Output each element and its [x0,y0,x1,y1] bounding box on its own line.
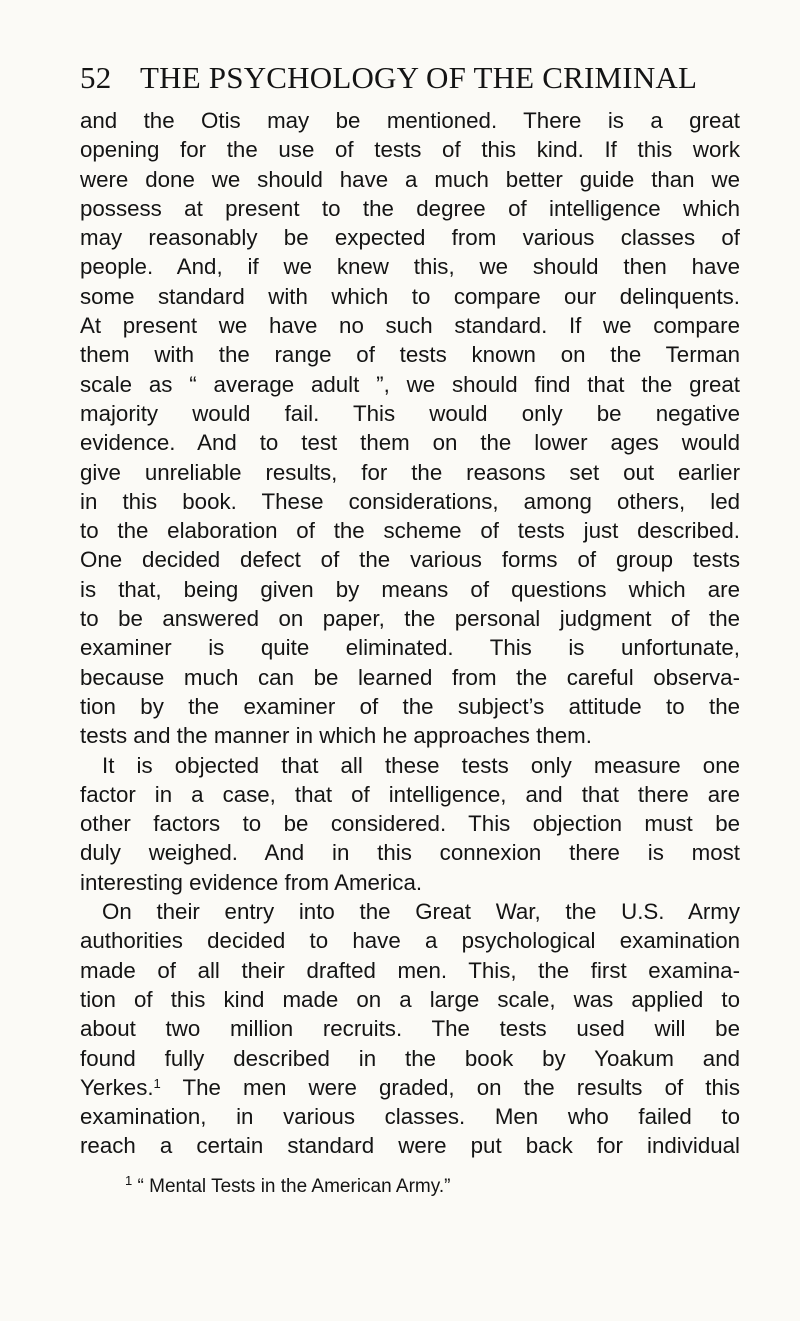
line-continuation: The men were graded, on the results of this [182,1074,740,1100]
text-line: possess at present to the degree of intelligence which [80,195,740,221]
text-line: One decided defect of the various forms of group tests [80,547,740,573]
text-line: tion of this kind made on a large scale, was applied to [80,986,740,1012]
text-line: majority would fail. This would only be negative [80,400,740,426]
text-line: found fully described in the book by Yoakum and [80,1045,740,1071]
text-line: authorities decided to have a psychological examination [80,928,740,954]
text-line: scale as “ average adult ”, we should find that the great [80,371,740,397]
text-line: It is objected that all these tests only measure one [102,752,740,778]
footnote [125,1174,685,1200]
text-line: examiner is quite eliminated. This is unfortunate, [80,635,740,661]
running-title: THE PSYCHOLOGY OF THE CRIMINAL [140,60,698,95]
text-line: evidence. And to test them on the lower ages would [80,430,740,456]
body-text [80,106,740,1161]
text-line: duly weighed. And in this connexion there is most [80,840,740,866]
footnote-marker: 1 [125,1173,133,1188]
text-line: made of all their drafted men. This, the first examina- [80,957,740,983]
text-line: them with the range of tests known on the Terman [80,342,740,368]
page-header [80,58,740,98]
text-line: were done we should have a much better guide than we [80,166,740,192]
text-line: some standard with which to compare our delinquents. [80,283,740,309]
text-line: tests and the manner in which he approaches them. [80,723,592,749]
text-line: because much can be learned from the careful observa- [80,664,740,690]
text-line: may reasonably be expected from various classes of [80,225,740,251]
text-line: is that, being given by means of questions which are [80,576,740,602]
yerkes-text: Yerkes. [80,1074,154,1100]
text-line: and the Otis may be mentioned. There is a great [80,108,740,133]
text-line: to the elaboration of the scheme of tests just described. [80,518,740,544]
text-line: other factors to be considered. This objection must be [80,811,740,837]
text-line: to be answered on paper, the personal judgment of the [80,606,740,632]
text-line: tion by the examiner of the subject’s attitude to the [80,693,740,719]
text-line: factor in a case, that of intelligence, and that there are [80,781,740,807]
text-line: in this book. These considerations, among others, led [80,488,740,514]
footnote-text: “ Mental Tests in the American Army.” [137,1176,451,1197]
text-line: At present we have no such standard. If we compare [80,313,740,339]
text-line: opening for the use of tests of this kind. If this work [80,137,740,163]
text-line: reach a certain standard were put back for individual [80,1133,740,1159]
text-line: about two million recruits. The tests used will be [80,1016,740,1042]
text-line: interesting evidence from America. [80,869,423,895]
text-line-with-footnote-ref [80,1073,740,1102]
text-line: people. And, if we knew this, we should then have [80,254,740,280]
text-line: On their entry into the Great War, the U.S. Army [102,899,740,925]
text-line: give unreliable results, for the reasons set out earlier [80,459,740,485]
page-number: 52 [80,60,112,95]
text-line: examination, in various classes. Men who failed to [80,1104,740,1130]
footnote-reference[interactable]: 1 [153,1075,161,1091]
